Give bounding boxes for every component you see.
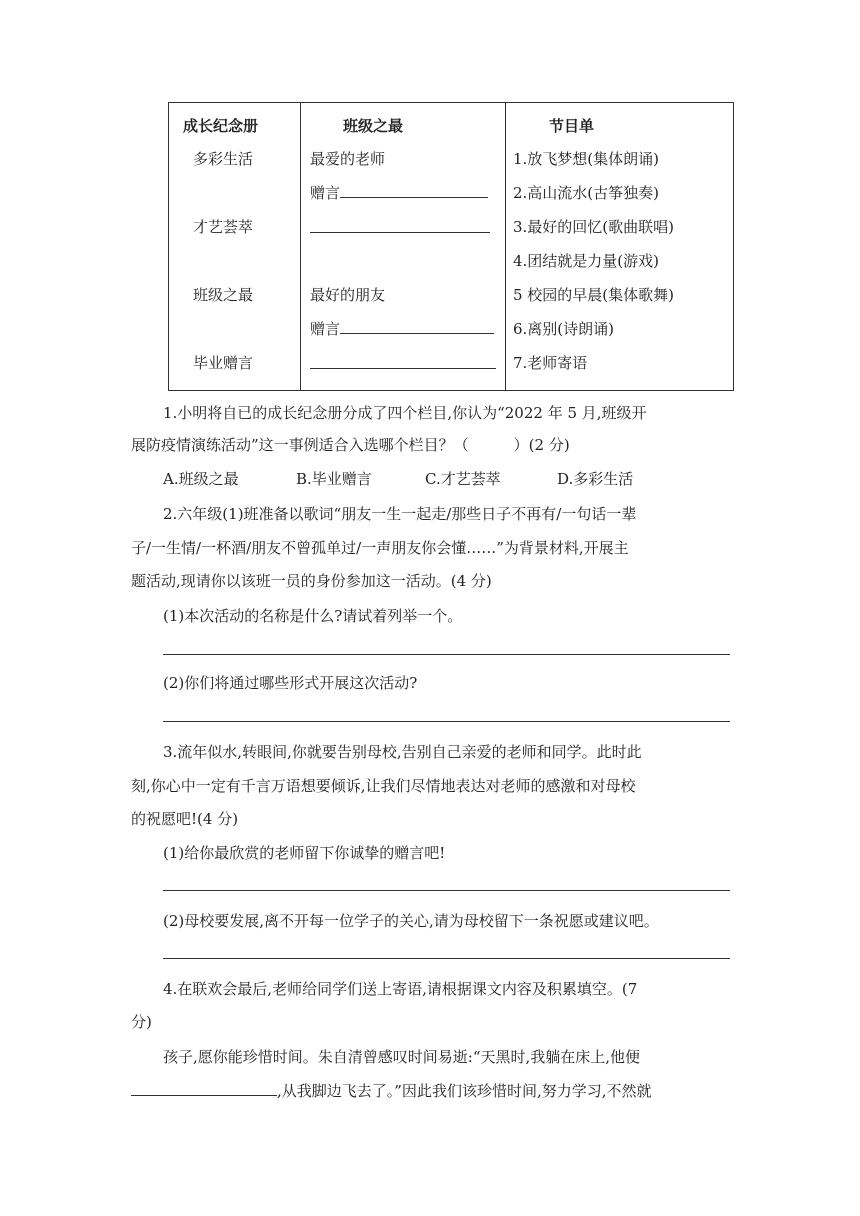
option-b: B.毕业赠言	[296, 470, 372, 488]
question-4-fill-row	[131, 1080, 651, 1101]
question-2-sub: (2)你们将通过哪些形式开展这次活动?	[163, 674, 418, 692]
blank-line	[340, 319, 494, 334]
answer-line	[163, 958, 730, 959]
gift-label: 赠言	[310, 320, 341, 338]
question-3-line: 3.流年似水,转眼间,你就要告别母校,告别自己亲爱的老师和同学。此时此	[163, 743, 642, 761]
program-item: 6.离别(诗朗诵)	[513, 320, 615, 338]
question-1-line: 展防疫情演练活动”这一事例适合入选哪个栏目？（ ）(2 分)	[131, 436, 570, 454]
table-divider	[505, 103, 506, 390]
blank-line	[131, 1081, 277, 1096]
gift-row	[310, 182, 488, 203]
question-3-sub: (1)给你最欣赏的老师留下你诚挚的赠言吧!	[163, 844, 446, 862]
question-4-line: 4.在联欢会最后,老师给同学们送上寄语,请根据课文内容及积累填空。(7	[163, 980, 638, 998]
gift-label: 赠言	[310, 184, 341, 202]
question-4-line: 孩子,愿你能珍惜时间。朱自清曾感叹时间易逝:“天黑时,我躺在床上,他便	[163, 1048, 641, 1066]
table-header: 成长纪念册	[183, 117, 259, 135]
option-a: A.班级之最	[163, 470, 239, 488]
question-2-line: 子/一生情/一杯酒/朋友不曾孤单过/一声朋友你会懂……”为背景材料,开展主	[131, 539, 629, 557]
question-3-line: 的祝愿吧!(4 分)	[131, 810, 239, 828]
program-item: 2.高山流水(古筝独奏)	[513, 184, 660, 202]
column-item: 班级之最	[193, 286, 254, 304]
column-item: 毕业赠言	[193, 354, 254, 372]
question-2-sub: (1)本次活动的名称是什么?请试着列举一个。	[163, 607, 463, 625]
info-table	[168, 102, 734, 391]
program-item: 5 校园的早晨(集体歌舞)	[513, 286, 675, 304]
question-2-line: 2.六年级(1)班准备以歌词“朋友一生一起走/那些日子不再有/一句话一辈	[163, 505, 637, 523]
question-3-sub: (2)母校要发展,离不开每一位学子的关心,请为母校留下一条祝愿或建议吧。	[163, 912, 659, 930]
question-4-line: 分)	[131, 1013, 152, 1031]
program-item: 7.老师寄语	[513, 354, 588, 372]
column-item: 多彩生活	[193, 150, 254, 168]
answer-line	[163, 890, 730, 891]
answer-line	[163, 721, 730, 722]
blank-line	[310, 232, 490, 233]
program-item: 4.团结就是力量(游戏)	[513, 252, 660, 270]
column-item: 最好的朋友	[310, 286, 386, 304]
table-divider	[300, 103, 301, 390]
question-4-line: ,从我脚边飞去了。”因此我们该珍惜时间,努力学习,不然就	[277, 1082, 652, 1100]
table-header: 班级之最	[343, 117, 404, 135]
column-item: 才艺荟萃	[193, 218, 254, 236]
question-3-line: 刻,你心中一定有千言万语想要倾诉,让我们尽情地表达对老师的感激和对母校	[131, 777, 636, 795]
gift-row	[310, 318, 494, 339]
program-item: 3.最好的回忆(歌曲联唱)	[513, 218, 675, 236]
blank-line	[340, 183, 488, 198]
answer-line	[163, 654, 730, 655]
program-item: 1.放飞梦想(集体朗诵)	[513, 150, 660, 168]
option-d: D.多彩生活	[557, 470, 634, 488]
table-header: 节目单	[549, 117, 595, 135]
option-c: C.才艺荟萃	[425, 470, 501, 488]
blank-line	[310, 368, 496, 369]
column-item: 最爱的老师	[310, 150, 386, 168]
question-2-line: 题活动,现请你以该班一员的身份参加这一活动。(4 分)	[131, 572, 492, 590]
question-1-line: 1.小明将自已的成长纪念册分成了四个栏目,你认为“2022 年 5 月,班级开	[163, 404, 647, 422]
